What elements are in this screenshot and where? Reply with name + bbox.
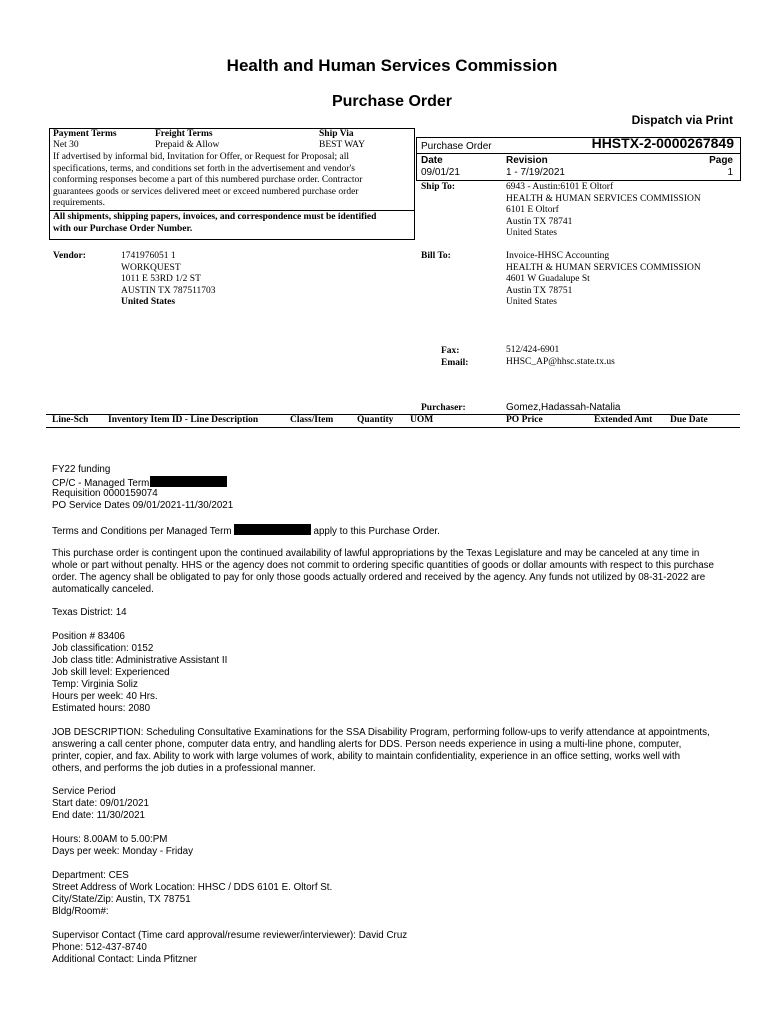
department-line: Bldg/Room#: xyxy=(52,906,109,917)
ship-to-line: 6943 - Austin:6101 E Oltorf xyxy=(506,182,614,192)
payment-terms-value: Net 30 xyxy=(53,140,79,150)
position-line: Job classification: 0152 xyxy=(52,643,154,654)
col-line-sch: Line-Sch xyxy=(52,415,89,425)
department-line: Street Address of Work Location: HHSC / DDS 6101 E. Oltorf St. xyxy=(52,882,333,893)
notice-line: guarantees goods or services delivered meet or exceed numbered purchase order xyxy=(53,186,359,197)
shipment-notice-line: with our Purchase Order Number. xyxy=(53,224,193,234)
managed-term-text: CP/C - Managed Term xyxy=(52,478,150,489)
document-title: Purchase Order xyxy=(331,93,453,110)
terms-after-text: apply to this Purchase Order. xyxy=(313,526,440,537)
hours-line: Hours: 8.00AM to 5.00:PM xyxy=(52,834,168,845)
supervisor-line: Supervisor Contact (Time card approval/resume reviewer/interviewer): David Cruz xyxy=(52,930,408,941)
requisition-line: Requisition 0000159074 xyxy=(52,488,158,499)
revision-label: Revision xyxy=(506,155,548,166)
freight-terms-value: Prepaid & Allow xyxy=(155,140,220,150)
col-quantity: Quantity xyxy=(357,415,394,425)
redaction-bar xyxy=(150,476,227,487)
supervisor-line: Additional Contact: Linda Pfitzner xyxy=(52,954,197,965)
redaction-bar xyxy=(234,524,311,535)
ship-via-label: Ship Via xyxy=(319,129,354,139)
col-po-price: PO Price xyxy=(506,415,543,425)
ship-via-value: BEST WAY xyxy=(319,140,366,150)
bill-to-line: HEALTH & HUMAN SERVICES COMMISSION xyxy=(506,262,701,273)
vendor-line: AUSTIN TX 787511703 xyxy=(121,285,216,296)
freight-terms-label: Freight Terms xyxy=(155,129,213,139)
position-line: Job class title: Administrative Assistant II xyxy=(52,655,228,666)
department-line: City/State/Zip: Austin, TX 78751 xyxy=(52,894,191,905)
page-label: Page xyxy=(709,155,733,166)
bill-to-line: 4601 W Guadalupe St xyxy=(506,274,590,284)
col-uom: UOM xyxy=(410,415,434,425)
dispatch-label: Dispatch via Print xyxy=(631,113,733,127)
position-line: Position # 83406 xyxy=(52,631,125,642)
bill-to-line: Austin TX 78751 xyxy=(506,285,573,296)
job-description-line: others, and performs the job duties in a professional manner. xyxy=(52,763,316,774)
vendor-line: 1741976051 1 xyxy=(121,251,176,261)
service-period-line: End date: 11/30/2021 xyxy=(52,810,145,821)
service-period-line: Start date: 09/01/2021 xyxy=(52,798,149,809)
job-description-line: answering a call center phone, computer data entry, and handling alerts for DDS. Person needs experience in using a multi-line phone, computer, xyxy=(52,739,682,750)
department-line: Department: CES xyxy=(52,870,129,881)
bill-to-label: Bill To: xyxy=(421,251,451,261)
col-class-item: Class/Item xyxy=(290,415,334,425)
fax-value: 512/424-6901 xyxy=(506,345,560,355)
hours-line: Days per week: Monday - Friday xyxy=(52,846,194,857)
position-line: Job skill level: Experienced xyxy=(52,667,170,678)
notice-line: If advertised by informal bid, Invitation for Offer, or Request for Proposal; all xyxy=(53,152,349,162)
page-value: 1 xyxy=(727,167,733,178)
notice-line: requirements. xyxy=(53,198,105,208)
purchaser-label: Purchaser: xyxy=(421,403,466,413)
date-value: 09/01/21 xyxy=(421,167,460,178)
ship-to-label: Ship To: xyxy=(421,182,456,192)
org-title: Health and Human Services Commission xyxy=(226,56,558,75)
position-line: Hours per week: 40 Hrs. xyxy=(52,691,158,702)
funding-line: FY22 funding xyxy=(52,464,111,475)
payment-terms-label: Payment Terms xyxy=(53,129,117,139)
terms-before-text: Terms and Conditions per Managed Term xyxy=(52,526,232,537)
service-period-line: Service Period xyxy=(52,786,116,797)
po-label: Purchase Order xyxy=(421,141,492,152)
col-item-description: Inventory Item ID - Line Description xyxy=(108,415,259,425)
district-line: Texas District: 14 xyxy=(52,607,127,618)
ship-to-line: 6101 E Oltorf xyxy=(506,205,559,215)
job-description-line: JOB DESCRIPTION: Scheduling Consultative Examinations for the SSA Disability Program, performing follow-ups to verify attendance at appointments, xyxy=(52,727,710,738)
contingent-line: order. The agency shall be obligated to pay for only those goods actually ordered and received by the agency. Any funds not utilized by 08-31-2022 are xyxy=(52,572,706,583)
terms-conditions-line xyxy=(52,524,440,538)
vendor-label: Vendor: xyxy=(53,251,86,261)
col-due-date: Due Date xyxy=(670,415,708,425)
position-line: Estimated hours: 2080 xyxy=(52,703,151,714)
supervisor-line: Phone: 512-437-8740 xyxy=(52,942,147,953)
vendor-line: 1011 E 53RD 1/2 ST xyxy=(121,274,201,284)
notice-line: specifications, terms, and conditions set forth in the advertisement and vendor's xyxy=(53,163,355,174)
position-line: Temp: Virginia Soliz xyxy=(52,679,138,690)
date-label: Date xyxy=(421,155,443,166)
fax-label: Fax: xyxy=(441,346,460,356)
ship-to-line: Austin TX 78741 xyxy=(506,216,573,227)
purchaser-value: Gomez,Hadassah-Natalia xyxy=(506,402,621,413)
email-value: HHSC_AP@hhsc.state.tx.us xyxy=(506,357,615,367)
contingent-line: This purchase order is contingent upon the continued availability of lawful appropriations by the Texas Legislature and may be canceled at any time in xyxy=(52,548,700,559)
revision-value: 1 - 7/19/2021 xyxy=(506,167,565,178)
vendor-line: WORKQUEST xyxy=(121,262,181,273)
bill-to-line: United States xyxy=(506,297,557,307)
email-label: Email: xyxy=(441,358,469,368)
contingent-line: automatically canceled. xyxy=(52,584,154,595)
shipment-notice-line: All shipments, shipping papers, invoices, and correspondence must be identified xyxy=(53,212,377,222)
job-description-line: printer, copier, and fax. Ability to work with large volumes of work, ability to maintain confidentiality, experience in an office setting, works well with xyxy=(52,751,681,762)
vendor-line: United States xyxy=(121,297,176,307)
col-extended-amt: Extended Amt xyxy=(594,415,653,425)
service-dates-line: PO Service Dates 09/01/2021-11/30/2021 xyxy=(52,500,234,511)
po-number: HHSTX-2-0000267849 xyxy=(591,135,734,151)
notice-line: conforming responses become a part of this numbered purchase order. Contractor xyxy=(53,175,363,185)
ship-to-line: United States xyxy=(506,228,557,238)
contingent-line: whole or part without penalty. HHS or the agency does not commit to ordering specific quantities of goods or dollar amounts with respect to this purchase xyxy=(52,560,714,571)
bill-to-line: Invoice-HHSC Accounting xyxy=(506,251,610,261)
ship-to-line: HEALTH & HUMAN SERVICES COMMISSION xyxy=(506,193,701,204)
